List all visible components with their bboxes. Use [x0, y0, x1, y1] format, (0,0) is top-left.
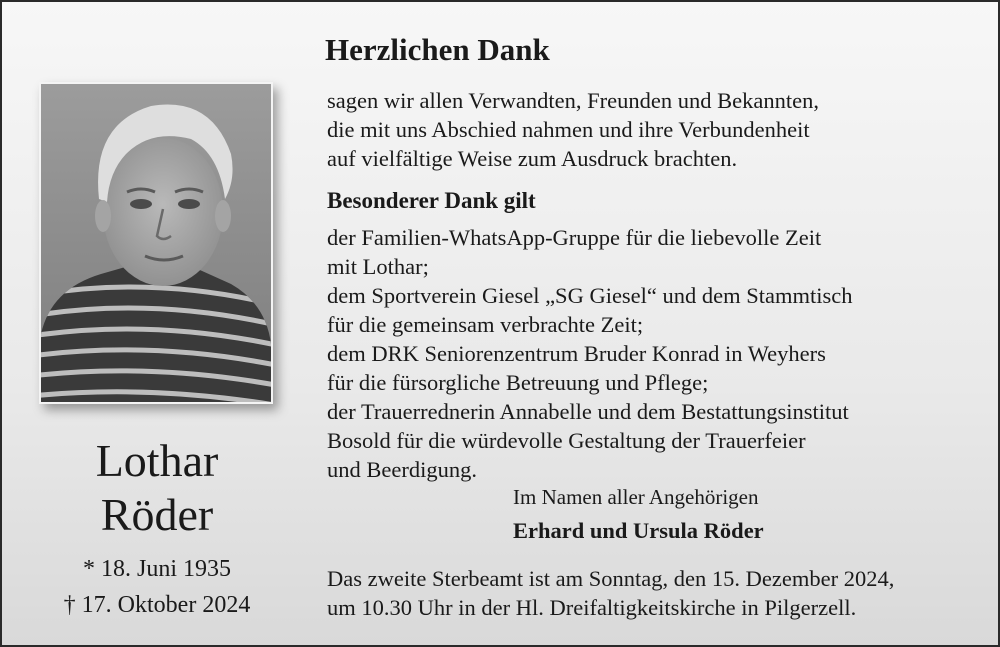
birth-date: * 18. Juni 1935 — [82, 556, 231, 582]
signature-names: Erhard und Ursula Röder — [513, 518, 764, 543]
special-thanks-line: Bosold für die würdevolle Gestaltung der Trauerfeier — [327, 428, 806, 453]
death-date: † 17. Oktober 2024 — [63, 592, 251, 618]
special-thanks-line: dem DRK Seniorenzentrum Bruder Konrad in Weyhers — [327, 341, 826, 366]
thanks-heading: Herzlichen Dank — [325, 32, 550, 67]
portrait-image — [41, 84, 271, 402]
intro-line: auf vielfältige Weise zum Ausdruck brachten. — [327, 146, 738, 171]
deceased-first-name: Lothar — [95, 435, 219, 486]
special-thanks-line: und Beerdigung. — [327, 457, 477, 482]
signature-preface: Im Namen aller Angehörigen — [513, 485, 759, 509]
special-thanks-line: dem Sportverein Giesel „SG Giesel“ und dem Stammtisch — [327, 283, 853, 308]
service-line: Das zweite Sterbeamt ist am Sonntag, den 15. Dezember 2024, — [327, 566, 895, 591]
special-thanks-line: für die gemeinsam verbrachte Zeit; — [327, 312, 644, 337]
intro-line: sagen wir allen Verwandten, Freunden und Bekannten, — [327, 88, 819, 113]
special-thanks-line: der Trauerrednerin Annabelle und dem Bestattungsinstitut — [327, 399, 849, 424]
special-thanks-line: für die fürsorgliche Betreuung und Pflege; — [327, 370, 709, 395]
portrait-photo — [39, 82, 273, 404]
intro-line: die mit uns Abschied nahmen und ihre Verbundenheit — [327, 117, 810, 142]
service-line: um 10.30 Uhr in der Hl. Dreifaltigkeitskirche in Pilgerzell. — [327, 595, 857, 620]
deceased-last-name: Röder — [100, 489, 214, 540]
special-thanks-heading: Besonderer Dank gilt — [327, 188, 536, 213]
special-thanks-line: mit Lothar; — [327, 254, 429, 279]
special-thanks-line: der Familien-WhatsApp-Gruppe für die liebevolle Zeit — [327, 225, 822, 250]
